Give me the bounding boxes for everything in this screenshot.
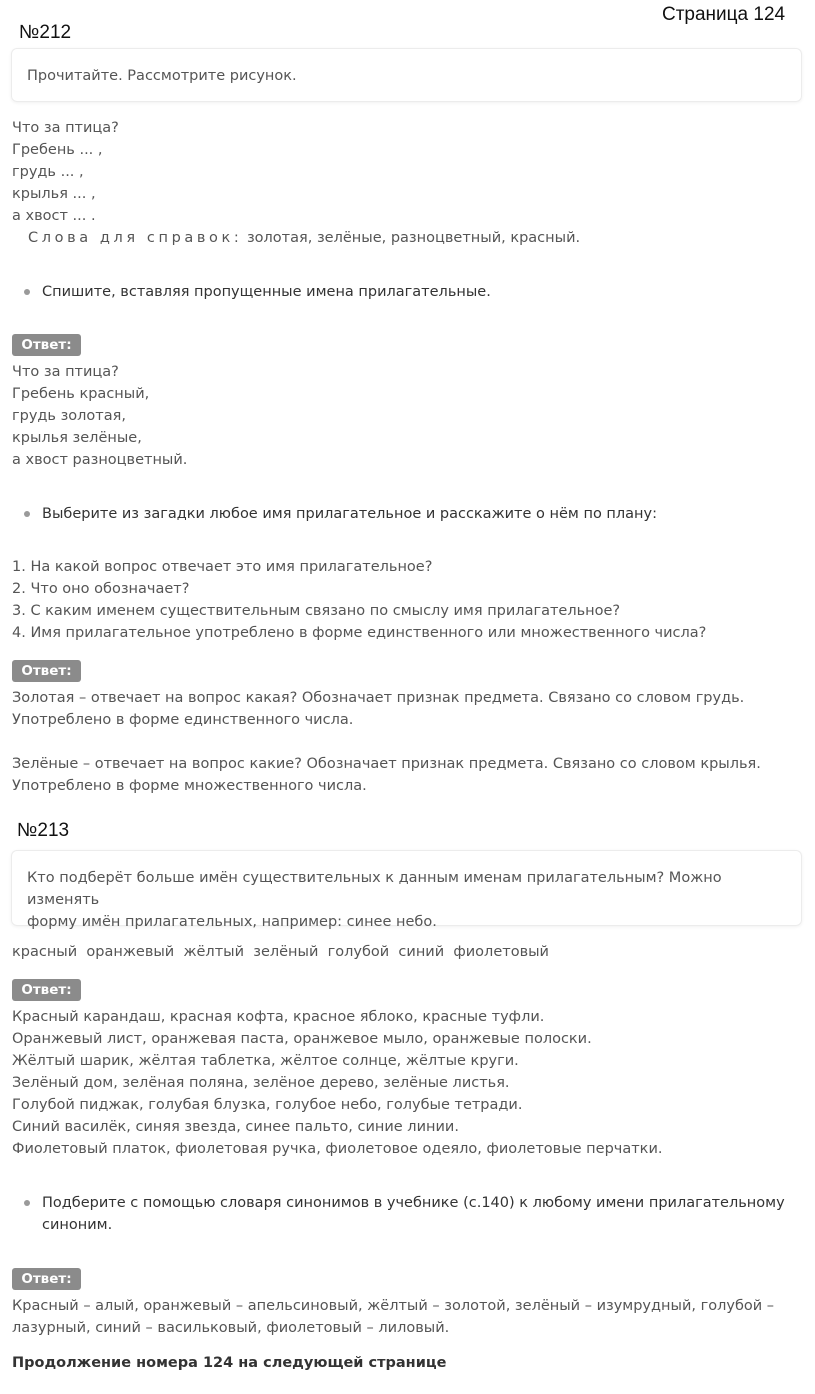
answer-line: Употреблено в форме единственного числа. bbox=[12, 712, 354, 728]
answer-badge: Ответ: bbox=[12, 979, 81, 1001]
task-213-instruction-box bbox=[11, 850, 802, 930]
task-212-answer-2 bbox=[12, 687, 802, 797]
bullet-text: Спишите, вставляя пропущенные имена прилагательные. bbox=[42, 284, 491, 300]
bullet-dot-icon bbox=[24, 1200, 30, 1206]
answer-line: Голубой пиджак, голубая блузка, голубое небо, голубые тетради. bbox=[12, 1097, 523, 1113]
answer-spacer bbox=[12, 731, 802, 753]
task-213-number: №213 bbox=[17, 820, 70, 841]
task-213-instruction-line: форму имён прилагательных, например: синее небо. bbox=[27, 914, 437, 930]
riddle-line: грудь ... , bbox=[12, 164, 84, 180]
task-213-answer-2 bbox=[12, 1295, 802, 1339]
answer-line: Что за птица? bbox=[12, 364, 119, 380]
answer-badge: Ответ: bbox=[12, 334, 81, 356]
riddle-line: а хвост ... . bbox=[12, 208, 96, 224]
answer-badge: Ответ: bbox=[12, 1268, 81, 1290]
answer-line: крылья зелёные, bbox=[12, 430, 142, 446]
task-212-bullet-2 bbox=[12, 503, 802, 525]
bullet-dot-icon bbox=[24, 511, 30, 517]
continuation-note: Продолжение номера 124 на следующей странице bbox=[12, 1355, 447, 1371]
answer-line: Употреблено в форме множественного числа. bbox=[12, 778, 367, 794]
riddle-line: Гребень ... , bbox=[12, 142, 103, 158]
answer-line: Фиолетовый платок, фиолетовая ручка, фиолетовое одеяло, фиолетовые перчатки. bbox=[12, 1141, 663, 1157]
reference-list: золотая, зелёные, разноцветный, красный. bbox=[242, 230, 581, 246]
task-212-riddle bbox=[12, 117, 802, 249]
task-213-answer-1 bbox=[12, 1006, 802, 1160]
adjective-list: красный оранжевый жёлтый зелёный голубой синий фиолетовый bbox=[12, 944, 549, 960]
task-213-word-list bbox=[12, 941, 802, 963]
riddle-line: Что за птица? bbox=[12, 120, 119, 136]
task-213-bullet-1 bbox=[12, 1192, 802, 1236]
answer-line: Красный – алый, оранжевый – апельсиновый, жёлтый – золотой, зелёный – изумрудный, голубой – bbox=[12, 1298, 775, 1314]
answer-line: Синий василёк, синяя звезда, синее пальто, синие линии. bbox=[12, 1119, 459, 1135]
bullet-text-line: синоним. bbox=[42, 1217, 113, 1233]
answer-line: Жёлтый шарик, жёлтая таблетка, жёлтое солнце, жёлтые круги. bbox=[12, 1053, 519, 1069]
answer-line: Золотая – отвечает на вопрос какая? Обозначает признак предмета. Связано со словом грудь. bbox=[12, 690, 745, 706]
answer-badge: Ответ: bbox=[12, 660, 81, 682]
task-212-number: №212 bbox=[19, 22, 72, 43]
answer-line: Зелёный дом, зелёная поляна, зелёное дерево, зелёные листья. bbox=[12, 1075, 510, 1091]
reference-words bbox=[12, 227, 802, 249]
plan-item: 4. Имя прилагательное употреблено в форме единственного или множественного числа? bbox=[12, 625, 707, 641]
answer-line: лазурный, синий – васильковый, фиолетовый – лиловый. bbox=[12, 1320, 450, 1336]
bullet-text: Выберите из загадки любое имя прилагательное и расскажите о нём по плану: bbox=[42, 506, 658, 522]
task-213-instruction-line: Кто подберёт больше имён существительных к данным именам прилагательным? Можно изменять bbox=[27, 870, 722, 908]
task-212-plan bbox=[12, 556, 802, 644]
plan-item: 2. Что оно обозначает? bbox=[12, 581, 190, 597]
riddle-line: крылья ... , bbox=[12, 186, 96, 202]
answer-line: Оранжевый лист, оранжевая паста, оранжевое мыло, оранжевые полоски. bbox=[12, 1031, 592, 1047]
answer-line: а хвост разноцветный. bbox=[12, 452, 188, 468]
task-212-instruction: Прочитайте. Рассмотрите рисунок. bbox=[27, 68, 297, 84]
task-212-answer-1 bbox=[12, 361, 802, 471]
page-number: Страница 124 bbox=[662, 4, 786, 25]
answer-line: Красный карандаш, красная кофта, красное яблоко, красные туфли. bbox=[12, 1009, 545, 1025]
answer-line: Гребень красный, bbox=[12, 386, 150, 402]
answer-line: грудь золотая, bbox=[12, 408, 126, 424]
task-212-instruction-box bbox=[11, 48, 802, 102]
reference-label: Слова для справок: bbox=[28, 230, 243, 246]
bullet-dot-icon bbox=[24, 289, 30, 295]
bullet-text-line: Подберите с помощью словаря синонимов в учебнике (с.140) к любому имени прилагательному bbox=[42, 1195, 785, 1211]
answer-line: Зелёные – отвечает на вопрос какие? Обозначает признак предмета. Связано со словом крылья. bbox=[12, 756, 761, 772]
plan-item: 3. С каким именем существительным связано по смыслу имя прилагательное? bbox=[12, 603, 621, 619]
task-212-bullet-1 bbox=[12, 281, 802, 303]
plan-item: 1. На какой вопрос отвечает это имя прилагательное? bbox=[12, 559, 433, 575]
